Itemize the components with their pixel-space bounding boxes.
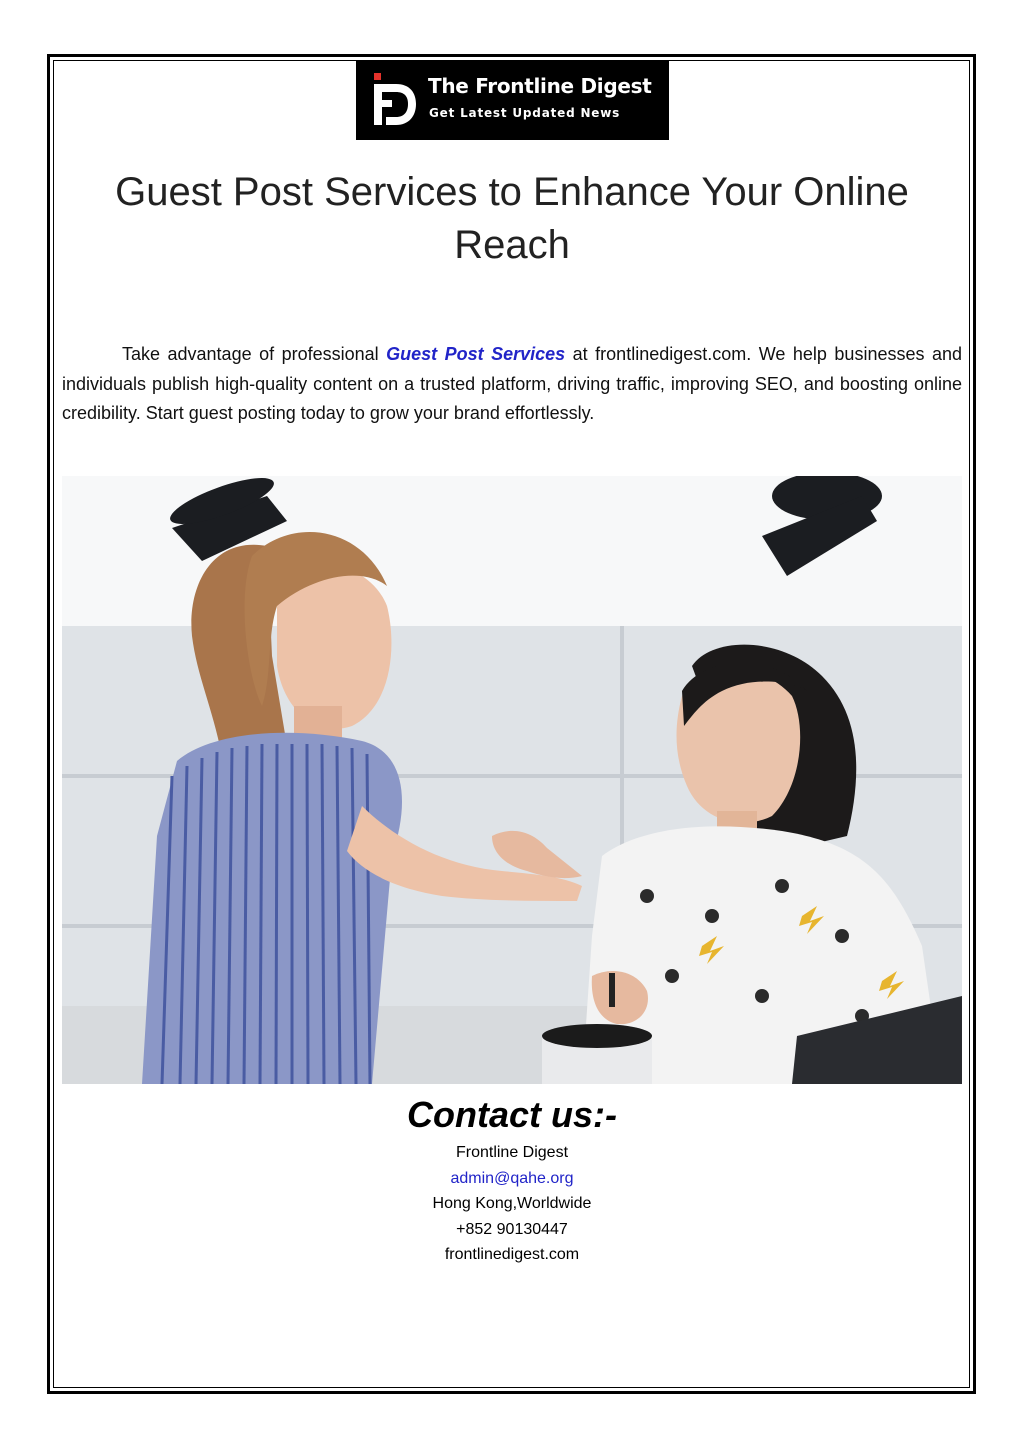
contact-name: Frontline Digest (455, 1144, 569, 1161)
hero-photo-illustration (62, 476, 962, 1084)
hero-photo (62, 476, 962, 1084)
frontline-digest-logo-icon (372, 71, 418, 127)
contact-email-link[interactable]: admin@qahe.org (450, 1169, 574, 1187)
intro-paragraph (62, 340, 962, 429)
contact-website: frontlinedigest.com (444, 1246, 580, 1263)
intro-text-end: at frontlinedigest.com. We help businesses and individuals publish high-quality content on a trusted platform, driving traffic, improving SEO, and boosting online credibility. Start guest posting today to grow your brand effortlessly. (62, 344, 962, 423)
contact-location: Hong Kong,Worldwide (432, 1195, 592, 1212)
intro-text-start: Take advantage of professional (122, 344, 387, 364)
contact-heading: Contact us:- (407, 1094, 617, 1135)
logo-tagline: Get Latest Updated News (429, 106, 621, 120)
page-title: Guest Post Services to Enhance Your Online Reach (115, 170, 909, 267)
contact-section (62, 1090, 962, 1268)
guest-post-services-link[interactable]: Guest Post Services (386, 344, 566, 364)
site-logo[interactable] (356, 61, 669, 140)
contact-phone: +852 90130447 (456, 1220, 568, 1238)
logo-title: The Frontline Digest (428, 74, 652, 98)
